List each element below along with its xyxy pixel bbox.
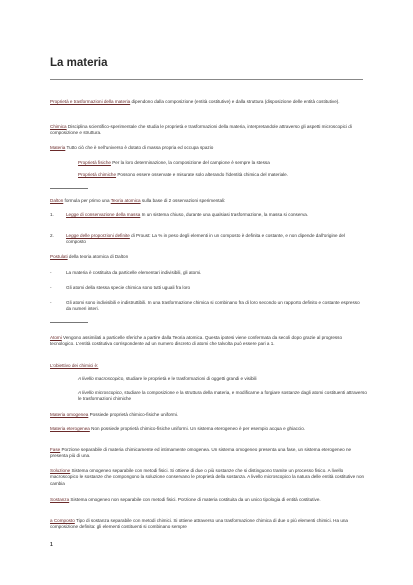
paragraph-matter: Materia Tutto ciò che è nell'universo è dotato di massa propria ed occupa spazio <box>50 145 214 150</box>
term-physical-properties: Proprietà fisiche <box>78 160 111 165</box>
paragraph-microscopic: A livello microscopico, studiare la composizione e la struttura della materia, e modificarne a forgiare sostanze dagli atomi costituenti attraverso le trasformazioni chimiche <box>78 390 367 402</box>
paragraph-macroscopic: A livello macroscopico, studiare le proprietà e le trasformazioni di oggetti grandi e visibili <box>78 376 257 381</box>
term-postulates: Postulati <box>50 254 68 259</box>
term-substance: Sostanza <box>50 497 70 502</box>
list-item: Legge di conservazione della massa In un sistema chiuso, durante una qualsiasi trasformazione, la massa si conserva. <box>66 212 309 217</box>
term-definite-proportions: Legge delle proporzioni definite <box>66 233 130 238</box>
paragraph-chemical-properties: Proprietà chimiche Possono essere osservate e misurate solo alterando l'identità chimica del materiale. <box>78 172 289 177</box>
term-matter: Materia <box>50 145 66 150</box>
bullet-dash: - <box>50 300 52 305</box>
paragraph-dalton: Dalton formula per primo una Teoria atomica sulla base di 2 osservazioni sperimentali: <box>50 198 226 203</box>
paragraph-solution: Soluzione Sistema omogeneo separabile con metodi fisici. Si ottiene di due o più sostanze che si distinguono tramite un processo fisico. A livello macroscopico le sostanze che compongono la soluzione conservano le proprietà della sostanza. A livello microscopico la natura delle entità costitutive non cambia <box>50 468 365 486</box>
bullet-dash: - <box>50 270 52 275</box>
list-item: La materia è costituita da particelle elementari indivisibili, gli atomi. <box>66 270 202 275</box>
section-divider <box>50 322 88 323</box>
paragraph-physical-properties: Proprietà fisiche Per la loro determinazione, la composizione del campione è sempre la stessa <box>78 160 270 165</box>
list-item: Gli atomi della stessa specie chimica sono tutti uguali fra loro <box>66 285 191 290</box>
term-phase: Fase <box>50 447 61 452</box>
list-number: 2. <box>50 233 54 238</box>
term-solution: Soluzione <box>50 468 71 473</box>
paragraph-chemistry: Chimica Disciplina scientifico-sperimentale che studia le proprietà e trasformazioni della materia, interpretandole attraverso gli aspetti microscopici di composizione e struttura. <box>50 124 352 136</box>
section-divider <box>50 188 88 189</box>
bullet-dash: - <box>50 285 52 290</box>
paragraph-postulates: Postulati della teoria atomica di Dalton <box>50 254 129 259</box>
term-dalton: Dalton <box>50 198 64 203</box>
term-mass-conservation: Legge di conservazione della massa <box>66 212 141 217</box>
term-chemistry: Chimica <box>50 124 67 129</box>
term-chemical-properties: Proprietà chimiche <box>78 172 117 177</box>
paragraph-atoms: Atomi Vengono assimilati a particelle sferiche a partire dalla Teoria atomica. Questa ipotesi viene confermata da secoli dopo grazie al progresso tecnologico. L'entità costitutiva corrispondente ad un numero discreto di atomi che talvolta può essere pari a 1. <box>50 335 343 347</box>
paragraph-substance: Sostanza Sistema omogeneo non separabile con metodi fisici. Porzione di materia costituita da un unico tipologia di entità costitutive. <box>50 497 321 502</box>
page-title: La materia <box>50 57 108 69</box>
paragraph-heterogeneous: Materia eterogenea Non possiede proprietà chimico-fisiche uniformi. Un sistema eterogeneo è per esempio acqua e ghiaccio. <box>50 426 306 431</box>
page-number: 1 <box>50 542 53 548</box>
list-item: Gli atomi sono indivisibili e indistruttibili. In una trasformazione chimica si combinano fra di loro secondo un rapporto definito e costante espresso da numeri interi. <box>66 300 360 312</box>
term-compound: a Composto <box>50 518 75 523</box>
list-item: Legge delle proporzioni definite di Proust: La % in peso degli elementi in un composto è definita e costante, e non dipende dall'origine del composto <box>66 233 345 245</box>
term-macroscopic: A livello macroscopico <box>78 376 124 381</box>
term-properties: Proprietà e trasformazioni della materia <box>50 99 131 104</box>
term-homogeneous: Materia omogenea <box>50 412 89 417</box>
term-atomic-theory: Teoria atomica <box>110 198 141 203</box>
paragraph-homogeneous: Materia omogenea Possiede proprietà chimico-fisiche uniformi. <box>50 412 179 417</box>
term-objective: L'obiettivo dei chimici è: <box>50 363 99 368</box>
paragraph-phase: Fase Porzione separabile di materia chimicamente ed intimamente omogenea. Un sistema omogeneo presenta una fase, un sistema eterogeneo ne presenta più di una. <box>50 447 352 459</box>
list-number: 1. <box>50 212 54 217</box>
paragraph-properties: Proprietà e trasformazioni della materia dipendono dalla composizione (entità costitutive) e dalla struttura (disposizione delle entità costitutive). <box>50 99 340 104</box>
term-microscopic: A livello microscopico <box>78 390 122 395</box>
term-heterogeneous: Materia eterogenea <box>50 426 90 431</box>
paragraph-objective <box>50 363 366 369</box>
paragraph-compound: a Composto Tipo di sostanza separabile con metodi chimici. Si ottiene attraverso una trasformazione chimica di due o più elementi chimici. Ha una composizione definita: gli elementi costituenti si combinano sempre <box>50 518 348 530</box>
term-atoms: Atomi <box>50 335 62 340</box>
title-divider <box>50 79 363 80</box>
